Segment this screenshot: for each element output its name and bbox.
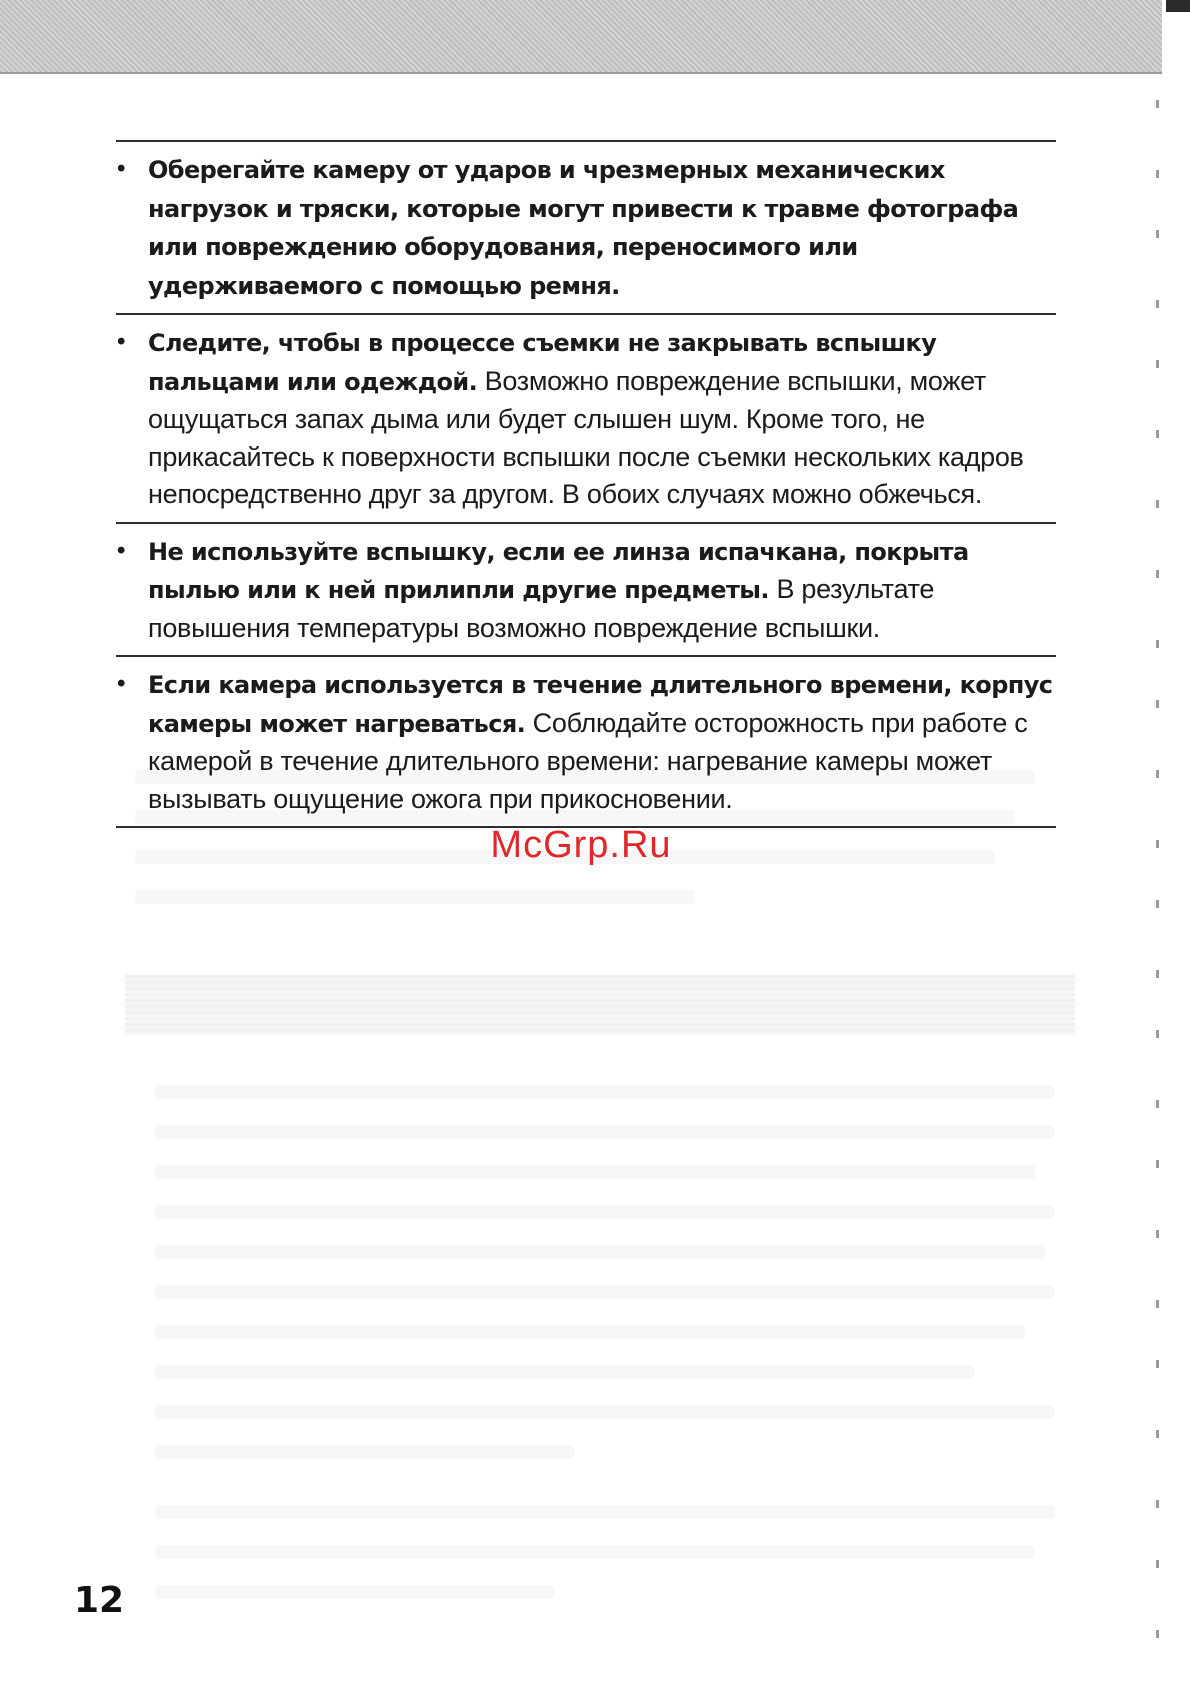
list-item (116, 140, 1056, 313)
item-bold-text: Если камера используется в течение длительного времени, корпус камеры может нагреваться. (148, 671, 1053, 738)
list-item (116, 655, 1056, 826)
bullet: • (117, 536, 126, 564)
scan-edge-marks (1156, 100, 1162, 1660)
page-number: 12 (74, 1580, 125, 1621)
list-item (116, 313, 1056, 522)
bullet: • (117, 155, 126, 182)
item-text: В результате повышения температуры возможно повреждение вспышки. (148, 574, 935, 643)
scanned-header-band (0, 0, 1162, 74)
bleed-through-text (125, 770, 1075, 1620)
watermark: McGrp.Ru (490, 824, 672, 866)
item-text: Соблюдайте осторожность при работе с камерой в течение длительного времени: нагревание камеры может вызывать ощущение ожога при прикосновении. (148, 707, 1028, 814)
warnings-list (116, 140, 1056, 828)
item-text: Возможно повреждение вспышки, может ощущаться запах дыма или будет слышен шум. Кроме того, не прикасайтесь к поверхности вспышки после съемки нескольких кадров непосредственно друг за другом. В обоих случаях можно обжечься. (148, 365, 1024, 509)
list-item (116, 522, 1056, 656)
bullet: • (117, 670, 126, 697)
item-bold-text: Не используйте вспышку, если ее линза испачкана, покрыта пылью или к ней прилипли другие предметы. (148, 537, 969, 604)
corner-mark (1166, 0, 1190, 12)
item-bold-text: Следите, чтобы в процессе съемки не закрывать вспышку пальцами или одеждой. (148, 329, 937, 396)
item-bold-text: Оберегайте камеру от ударов и чрезмерных механических нагрузок и тряски, которые могут привести к травме фотографа или повреждению оборудования, переносимого или удерживаемого с помощью ремня. (148, 156, 1019, 300)
bullet: • (117, 328, 126, 355)
